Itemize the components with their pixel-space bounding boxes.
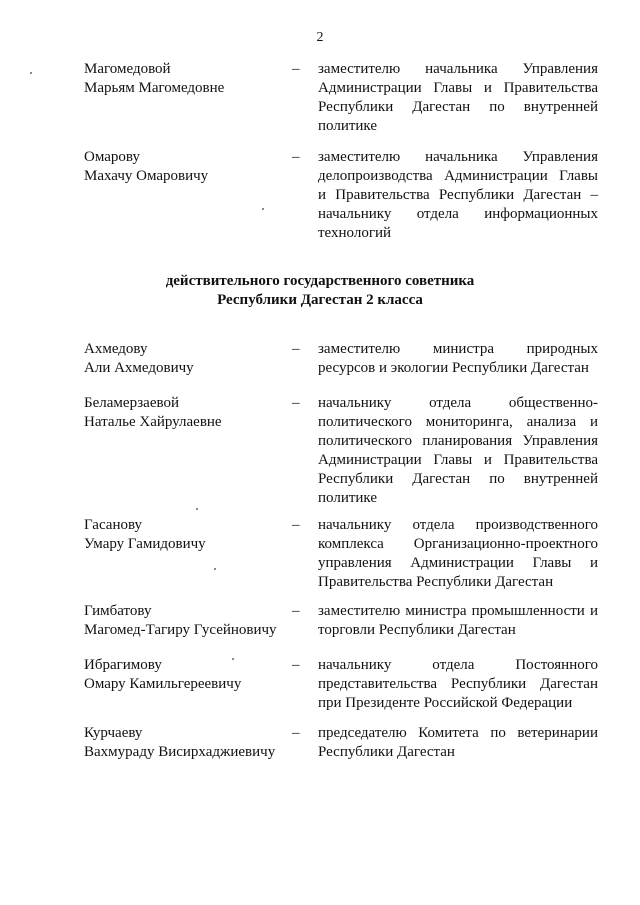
person-name-line: Вахмураду Висирхаджиевичу: [84, 744, 276, 760]
person-name-line: Умару Гамидовичу: [84, 536, 206, 552]
person-name-line: Ибрагимову: [84, 657, 162, 673]
rank-heading-line: Республики Дагестан 2 класса: [217, 292, 423, 308]
position-title: [318, 656, 598, 713]
position-line: Республики Дагестан по внутренней: [318, 99, 598, 115]
position-line: Республики Дагестан: [318, 744, 455, 760]
person-name-line: Магомед-Тагиру Гусейновичу: [84, 622, 277, 638]
person-name-line: Гасанову: [84, 517, 143, 533]
position-line: председателю Комитета по ветеринарии: [318, 725, 598, 741]
position-line: начальнику отдела Постоянного: [318, 657, 598, 673]
position-line: заместителю министра промышленности и: [318, 603, 598, 619]
person-name: [84, 602, 284, 640]
rank-heading-line: действительного государственного советника: [165, 273, 475, 289]
dash-separator: –: [292, 341, 300, 357]
person-name-line: Махачу Омаровичу: [84, 168, 209, 184]
scan-speck: [30, 72, 32, 74]
position-title: [318, 602, 598, 640]
position-line: при Президенте Российской Федерации: [318, 695, 573, 711]
dash-separator: –: [292, 395, 300, 411]
position-line: технологий: [318, 225, 392, 241]
position-line: и Правительства Республики Дагестан –: [318, 187, 598, 203]
scan-speck: [262, 208, 264, 210]
person-name-line: Магомедовой: [84, 61, 171, 77]
person-name-line: Марьям Магомедовне: [84, 80, 225, 96]
person-name: [84, 516, 284, 554]
page-number: 2: [316, 30, 324, 45]
position-line: Администрации Главы и Правительства: [318, 80, 598, 96]
person-name-line: Беламерзаевой: [84, 395, 179, 411]
position-line: начальнику отдела информационных: [318, 206, 598, 222]
person-name-line: Наталье Хайрулаевне: [84, 414, 222, 430]
position-line: Правительства Республики Дагестан: [318, 574, 554, 590]
position-line: заместителю начальника Управления: [318, 61, 598, 77]
person-name-line: Курчаеву: [84, 725, 143, 741]
position-line: заместителю министра природных: [318, 341, 598, 357]
position-title: [318, 60, 598, 136]
person-name-line: Омару Камильгереевичу: [84, 676, 242, 692]
position-line: делопроизводства Администрации Главы: [318, 168, 598, 184]
person-name-line: Али Ахмедовичу: [84, 360, 194, 376]
person-name: [84, 656, 284, 694]
position-line: начальнику отдела общественно-: [318, 395, 598, 411]
position-line: торговли Республики Дагестан: [318, 622, 516, 638]
dash-separator: –: [292, 725, 300, 741]
position-title: [318, 340, 598, 378]
person-name: [84, 394, 284, 432]
person-name: [84, 60, 284, 98]
dash-separator: –: [292, 603, 300, 619]
scan-speck: [232, 658, 234, 660]
person-name-line: Ахмедову: [84, 341, 148, 357]
dash-separator: –: [292, 61, 300, 77]
person-name: [84, 340, 284, 378]
position-line: политике: [318, 118, 377, 134]
scan-speck: [196, 508, 198, 510]
position-line: начальнику отдела производственного: [318, 517, 598, 533]
person-name-line: Гимбатову: [84, 603, 152, 619]
rank-heading: [0, 272, 640, 310]
scan-speck: [214, 568, 216, 570]
position-line: заместителю начальника Управления: [318, 149, 598, 165]
position-line: политике: [318, 490, 377, 506]
position-line: политического мониторинга, анализа и: [318, 414, 598, 430]
position-line: комплекса Организационно-проектного: [318, 536, 598, 552]
position-line: политического планирования Управления: [318, 433, 598, 449]
person-name-line: Омарову: [84, 149, 140, 165]
position-line: представительства Республики Дагестан: [318, 676, 598, 692]
position-line: ресурсов и экологии Республики Дагестан: [318, 360, 589, 376]
person-name: [84, 148, 284, 186]
person-name: [84, 724, 284, 762]
dash-separator: –: [292, 657, 300, 673]
position-line: Республики Дагестан по внутренней: [318, 471, 598, 487]
position-title: [318, 724, 598, 762]
position-line: Администрации Главы и Правительства: [318, 452, 598, 468]
position-title: [318, 516, 598, 592]
dash-separator: –: [292, 149, 300, 165]
position-title: [318, 148, 598, 243]
position-title: [318, 394, 598, 508]
position-line: управления Администрации Главы и: [318, 555, 598, 571]
dash-separator: –: [292, 517, 300, 533]
